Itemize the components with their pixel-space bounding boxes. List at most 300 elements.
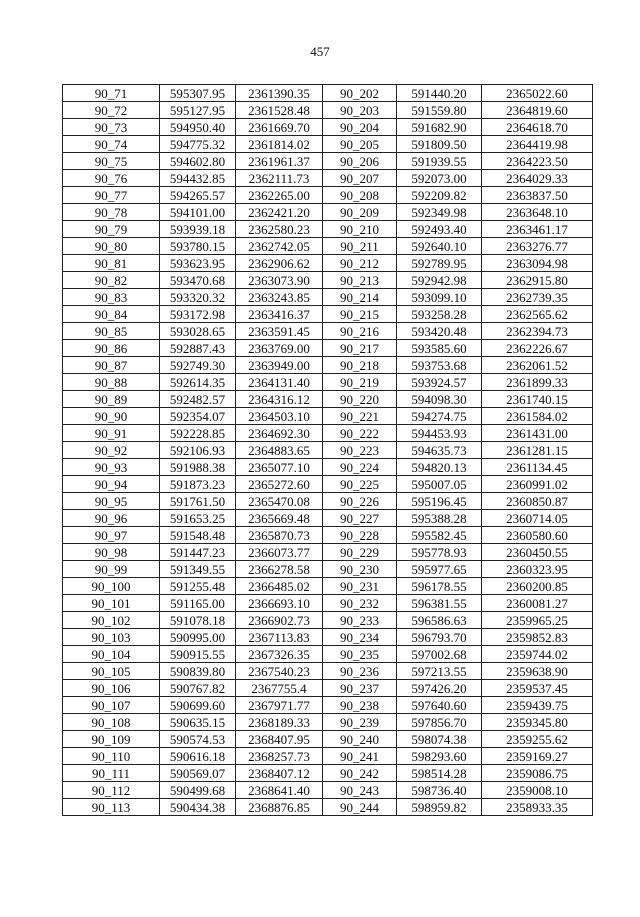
x-coordinate-cell: 593623.95 — [160, 255, 236, 272]
x-coordinate-cell: 592106.93 — [160, 442, 236, 459]
x-coordinate-cell: 595388.28 — [397, 510, 482, 527]
table-row — [63, 85, 593, 102]
x-coordinate-cell: 591255.48 — [160, 578, 236, 595]
x-coordinate-cell: 595127.95 — [160, 102, 236, 119]
x-coordinate-cell: 595196.45 — [397, 493, 482, 510]
x-coordinate-cell: 594274.75 — [397, 408, 482, 425]
point-id-cell: 90_86 — [63, 340, 160, 357]
point-id-cell: 90_228 — [323, 527, 397, 544]
point-id-cell: 90_96 — [63, 510, 160, 527]
x-coordinate-cell: 590569.07 — [160, 765, 236, 782]
point-id-cell: 90_231 — [323, 578, 397, 595]
point-id-cell: 90_79 — [63, 221, 160, 238]
y-coordinate-cell: 2360323.95 — [482, 561, 593, 578]
y-coordinate-cell: 2359255.62 — [482, 731, 593, 748]
x-coordinate-cell: 597426.20 — [397, 680, 482, 697]
point-id-cell: 90_230 — [323, 561, 397, 578]
y-coordinate-cell: 2363073.90 — [236, 272, 323, 289]
point-id-cell: 90_215 — [323, 306, 397, 323]
point-id-cell: 90_202 — [323, 85, 397, 102]
x-coordinate-cell: 593420.48 — [397, 323, 482, 340]
x-coordinate-cell: 592493.40 — [397, 221, 482, 238]
point-id-cell: 90_76 — [63, 170, 160, 187]
x-coordinate-cell: 597213.55 — [397, 663, 482, 680]
point-id-cell: 90_242 — [323, 765, 397, 782]
point-id-cell: 90_236 — [323, 663, 397, 680]
point-id-cell: 90_219 — [323, 374, 397, 391]
point-id-cell: 90_213 — [323, 272, 397, 289]
table-row — [63, 425, 593, 442]
point-id-cell: 90_218 — [323, 357, 397, 374]
table-row — [63, 170, 593, 187]
point-id-cell: 90_204 — [323, 119, 397, 136]
point-id-cell: 90_87 — [63, 357, 160, 374]
table-row — [63, 629, 593, 646]
y-coordinate-cell: 2366902.73 — [236, 612, 323, 629]
x-coordinate-cell: 591682.90 — [397, 119, 482, 136]
point-id-cell: 90_75 — [63, 153, 160, 170]
y-coordinate-cell: 2364618.70 — [482, 119, 593, 136]
y-coordinate-cell: 2362742.05 — [236, 238, 323, 255]
point-id-cell: 90_94 — [63, 476, 160, 493]
x-coordinate-cell: 592349.98 — [397, 204, 482, 221]
table-row — [63, 714, 593, 731]
y-coordinate-cell: 2361281.15 — [482, 442, 593, 459]
point-id-cell: 90_81 — [63, 255, 160, 272]
point-id-cell: 90_237 — [323, 680, 397, 697]
point-id-cell: 90_217 — [323, 340, 397, 357]
table-row — [63, 357, 593, 374]
x-coordinate-cell: 593172.98 — [160, 306, 236, 323]
table-row — [63, 561, 593, 578]
y-coordinate-cell: 2363648.10 — [482, 204, 593, 221]
point-id-cell: 90_80 — [63, 238, 160, 255]
table-row — [63, 289, 593, 306]
y-coordinate-cell: 2361390.35 — [236, 85, 323, 102]
y-coordinate-cell: 2364131.40 — [236, 374, 323, 391]
x-coordinate-cell: 590635.15 — [160, 714, 236, 731]
y-coordinate-cell: 2364029.33 — [482, 170, 593, 187]
x-coordinate-cell: 592789.95 — [397, 255, 482, 272]
x-coordinate-cell: 592209.82 — [397, 187, 482, 204]
y-coordinate-cell: 2363591.45 — [236, 323, 323, 340]
point-id-cell: 90_77 — [63, 187, 160, 204]
table-row — [63, 663, 593, 680]
y-coordinate-cell: 2362906.62 — [236, 255, 323, 272]
x-coordinate-cell: 592640.10 — [397, 238, 482, 255]
x-coordinate-cell: 593470.68 — [160, 272, 236, 289]
x-coordinate-cell: 590915.55 — [160, 646, 236, 663]
table-row — [63, 340, 593, 357]
y-coordinate-cell: 2365022.60 — [482, 85, 593, 102]
point-id-cell: 90_203 — [323, 102, 397, 119]
y-coordinate-cell: 2366073.77 — [236, 544, 323, 561]
point-id-cell: 90_89 — [63, 391, 160, 408]
x-coordinate-cell: 591165.00 — [160, 595, 236, 612]
y-coordinate-cell: 2362915.80 — [482, 272, 593, 289]
y-coordinate-cell: 2368189.33 — [236, 714, 323, 731]
y-coordinate-cell: 2367540.23 — [236, 663, 323, 680]
x-coordinate-cell: 592228.85 — [160, 425, 236, 442]
point-id-cell: 90_205 — [323, 136, 397, 153]
y-coordinate-cell: 2363276.77 — [482, 238, 593, 255]
table-row — [63, 595, 593, 612]
table-row — [63, 612, 593, 629]
y-coordinate-cell: 2368876.85 — [236, 799, 323, 816]
x-coordinate-cell: 590767.82 — [160, 680, 236, 697]
point-id-cell: 90_244 — [323, 799, 397, 816]
table-row — [63, 221, 593, 238]
point-id-cell: 90_209 — [323, 204, 397, 221]
x-coordinate-cell: 591548.48 — [160, 527, 236, 544]
x-coordinate-cell: 593939.18 — [160, 221, 236, 238]
table-row — [63, 255, 593, 272]
page-number: 457 — [310, 44, 330, 59]
point-id-cell: 90_106 — [63, 680, 160, 697]
y-coordinate-cell: 2367326.35 — [236, 646, 323, 663]
point-id-cell: 90_102 — [63, 612, 160, 629]
table-row — [63, 204, 593, 221]
point-id-cell: 90_233 — [323, 612, 397, 629]
x-coordinate-cell: 591809.50 — [397, 136, 482, 153]
point-id-cell: 90_235 — [323, 646, 397, 663]
x-coordinate-cell: 590616.18 — [160, 748, 236, 765]
y-coordinate-cell: 2364819.60 — [482, 102, 593, 119]
x-coordinate-cell: 590499.68 — [160, 782, 236, 799]
table-row — [63, 476, 593, 493]
point-id-cell: 90_107 — [63, 697, 160, 714]
point-id-cell: 90_229 — [323, 544, 397, 561]
point-id-cell: 90_220 — [323, 391, 397, 408]
table-row — [63, 391, 593, 408]
y-coordinate-cell: 2368641.40 — [236, 782, 323, 799]
point-id-cell: 90_211 — [323, 238, 397, 255]
point-id-cell: 90_104 — [63, 646, 160, 663]
table-row — [63, 272, 593, 289]
point-id-cell: 90_92 — [63, 442, 160, 459]
x-coordinate-cell: 593924.57 — [397, 374, 482, 391]
y-coordinate-cell: 2362111.73 — [236, 170, 323, 187]
point-id-cell: 90_109 — [63, 731, 160, 748]
point-id-cell: 90_221 — [323, 408, 397, 425]
x-coordinate-cell: 592887.43 — [160, 340, 236, 357]
x-coordinate-cell: 591939.55 — [397, 153, 482, 170]
x-coordinate-cell: 592749.30 — [160, 357, 236, 374]
x-coordinate-cell: 598514.28 — [397, 765, 482, 782]
x-coordinate-cell: 591761.50 — [160, 493, 236, 510]
x-coordinate-cell: 596381.55 — [397, 595, 482, 612]
x-coordinate-cell: 593028.65 — [160, 323, 236, 340]
point-id-cell: 90_105 — [63, 663, 160, 680]
x-coordinate-cell: 594101.00 — [160, 204, 236, 221]
y-coordinate-cell: 2360580.60 — [482, 527, 593, 544]
point-id-cell: 90_111 — [63, 765, 160, 782]
table-row — [63, 527, 593, 544]
point-id-cell: 90_74 — [63, 136, 160, 153]
point-id-cell: 90_103 — [63, 629, 160, 646]
x-coordinate-cell: 590995.00 — [160, 629, 236, 646]
point-id-cell: 90_240 — [323, 731, 397, 748]
x-coordinate-cell: 591440.20 — [397, 85, 482, 102]
x-coordinate-cell: 593099.10 — [397, 289, 482, 306]
y-coordinate-cell: 2359537.45 — [482, 680, 593, 697]
table-row — [63, 459, 593, 476]
x-coordinate-cell: 595977.65 — [397, 561, 482, 578]
x-coordinate-cell: 595778.93 — [397, 544, 482, 561]
x-coordinate-cell: 590699.60 — [160, 697, 236, 714]
table-row — [63, 510, 593, 527]
point-id-cell: 90_95 — [63, 493, 160, 510]
y-coordinate-cell: 2367113.83 — [236, 629, 323, 646]
x-coordinate-cell: 594635.73 — [397, 442, 482, 459]
x-coordinate-cell: 598959.82 — [397, 799, 482, 816]
y-coordinate-cell: 2362565.62 — [482, 306, 593, 323]
y-coordinate-cell: 2365077.10 — [236, 459, 323, 476]
table-row — [63, 748, 593, 765]
x-coordinate-cell: 592354.07 — [160, 408, 236, 425]
point-id-cell: 90_112 — [63, 782, 160, 799]
table-row — [63, 187, 593, 204]
y-coordinate-cell: 2360200.85 — [482, 578, 593, 595]
point-id-cell: 90_232 — [323, 595, 397, 612]
x-coordinate-cell: 592614.35 — [160, 374, 236, 391]
x-coordinate-cell: 592073.00 — [397, 170, 482, 187]
point-id-cell: 90_225 — [323, 476, 397, 493]
y-coordinate-cell: 2364503.10 — [236, 408, 323, 425]
coordinates-table — [62, 84, 593, 816]
point-id-cell: 90_73 — [63, 119, 160, 136]
y-coordinate-cell: 2364223.50 — [482, 153, 593, 170]
point-id-cell: 90_224 — [323, 459, 397, 476]
y-coordinate-cell: 2362394.73 — [482, 323, 593, 340]
point-id-cell: 90_234 — [323, 629, 397, 646]
y-coordinate-cell: 2362061.52 — [482, 357, 593, 374]
y-coordinate-cell: 2365272.60 — [236, 476, 323, 493]
point-id-cell: 90_243 — [323, 782, 397, 799]
y-coordinate-cell: 2363461.17 — [482, 221, 593, 238]
x-coordinate-cell: 591988.38 — [160, 459, 236, 476]
x-coordinate-cell: 591349.55 — [160, 561, 236, 578]
x-coordinate-cell: 590434.38 — [160, 799, 236, 816]
y-coordinate-cell: 2364316.12 — [236, 391, 323, 408]
point-id-cell: 90_85 — [63, 323, 160, 340]
x-coordinate-cell: 591653.25 — [160, 510, 236, 527]
y-coordinate-cell: 2358933.35 — [482, 799, 593, 816]
x-coordinate-cell: 594950.40 — [160, 119, 236, 136]
table-row — [63, 646, 593, 663]
table-row — [63, 493, 593, 510]
y-coordinate-cell: 2359744.02 — [482, 646, 593, 663]
table-row — [63, 238, 593, 255]
y-coordinate-cell: 2368257.73 — [236, 748, 323, 765]
x-coordinate-cell: 594820.13 — [397, 459, 482, 476]
x-coordinate-cell: 593753.68 — [397, 357, 482, 374]
point-id-cell: 90_108 — [63, 714, 160, 731]
y-coordinate-cell: 2367755.4 — [236, 680, 323, 697]
x-coordinate-cell: 594432.85 — [160, 170, 236, 187]
y-coordinate-cell: 2366485.02 — [236, 578, 323, 595]
x-coordinate-cell: 591447.23 — [160, 544, 236, 561]
y-coordinate-cell: 2361431.00 — [482, 425, 593, 442]
table-row — [63, 306, 593, 323]
point-id-cell: 90_214 — [323, 289, 397, 306]
x-coordinate-cell: 590839.80 — [160, 663, 236, 680]
table-row — [63, 731, 593, 748]
y-coordinate-cell: 2361584.02 — [482, 408, 593, 425]
y-coordinate-cell: 2361740.15 — [482, 391, 593, 408]
point-id-cell: 90_90 — [63, 408, 160, 425]
x-coordinate-cell: 595007.05 — [397, 476, 482, 493]
y-coordinate-cell: 2360714.05 — [482, 510, 593, 527]
y-coordinate-cell: 2362421.20 — [236, 204, 323, 221]
x-coordinate-cell: 596793.70 — [397, 629, 482, 646]
y-coordinate-cell: 2364419.98 — [482, 136, 593, 153]
y-coordinate-cell: 2361899.33 — [482, 374, 593, 391]
y-coordinate-cell: 2359345.80 — [482, 714, 593, 731]
table-row — [63, 578, 593, 595]
point-id-cell: 90_222 — [323, 425, 397, 442]
table-row — [63, 408, 593, 425]
x-coordinate-cell: 597640.60 — [397, 697, 482, 714]
point-id-cell: 90_83 — [63, 289, 160, 306]
y-coordinate-cell: 2363416.37 — [236, 306, 323, 323]
x-coordinate-cell: 592482.57 — [160, 391, 236, 408]
point-id-cell: 90_216 — [323, 323, 397, 340]
table-row — [63, 442, 593, 459]
x-coordinate-cell: 593320.32 — [160, 289, 236, 306]
point-id-cell: 90_98 — [63, 544, 160, 561]
y-coordinate-cell: 2368407.95 — [236, 731, 323, 748]
y-coordinate-cell: 2368407.12 — [236, 765, 323, 782]
point-id-cell: 90_241 — [323, 748, 397, 765]
x-coordinate-cell: 593258.28 — [397, 306, 482, 323]
y-coordinate-cell: 2364883.65 — [236, 442, 323, 459]
table-row — [63, 697, 593, 714]
x-coordinate-cell: 594265.57 — [160, 187, 236, 204]
y-coordinate-cell: 2361528.48 — [236, 102, 323, 119]
x-coordinate-cell: 596586.63 — [397, 612, 482, 629]
coordinates-table-body — [63, 85, 593, 816]
y-coordinate-cell: 2361134.45 — [482, 459, 593, 476]
point-id-cell: 90_223 — [323, 442, 397, 459]
point-id-cell: 90_93 — [63, 459, 160, 476]
x-coordinate-cell: 594453.93 — [397, 425, 482, 442]
y-coordinate-cell: 2359086.75 — [482, 765, 593, 782]
y-coordinate-cell: 2361961.37 — [236, 153, 323, 170]
x-coordinate-cell: 593585.60 — [397, 340, 482, 357]
point-id-cell: 90_82 — [63, 272, 160, 289]
x-coordinate-cell: 594098.30 — [397, 391, 482, 408]
point-id-cell: 90_110 — [63, 748, 160, 765]
x-coordinate-cell: 592942.98 — [397, 272, 482, 289]
x-coordinate-cell: 597002.68 — [397, 646, 482, 663]
y-coordinate-cell: 2359439.75 — [482, 697, 593, 714]
y-coordinate-cell: 2359852.83 — [482, 629, 593, 646]
x-coordinate-cell: 591078.18 — [160, 612, 236, 629]
point-id-cell: 90_99 — [63, 561, 160, 578]
point-id-cell: 90_227 — [323, 510, 397, 527]
table-row — [63, 782, 593, 799]
y-coordinate-cell: 2359638.90 — [482, 663, 593, 680]
point-id-cell: 90_206 — [323, 153, 397, 170]
y-coordinate-cell: 2365669.48 — [236, 510, 323, 527]
y-coordinate-cell: 2359169.27 — [482, 748, 593, 765]
y-coordinate-cell: 2365870.73 — [236, 527, 323, 544]
y-coordinate-cell: 2363769.00 — [236, 340, 323, 357]
y-coordinate-cell: 2366278.58 — [236, 561, 323, 578]
point-id-cell: 90_212 — [323, 255, 397, 272]
table-row — [63, 765, 593, 782]
x-coordinate-cell: 591559.80 — [397, 102, 482, 119]
point-id-cell: 90_100 — [63, 578, 160, 595]
y-coordinate-cell: 2360991.02 — [482, 476, 593, 493]
x-coordinate-cell: 598736.40 — [397, 782, 482, 799]
table-row — [63, 323, 593, 340]
point-id-cell: 90_84 — [63, 306, 160, 323]
x-coordinate-cell: 595307.95 — [160, 85, 236, 102]
x-coordinate-cell: 594775.32 — [160, 136, 236, 153]
y-coordinate-cell: 2364692.30 — [236, 425, 323, 442]
point-id-cell: 90_239 — [323, 714, 397, 731]
point-id-cell: 90_207 — [323, 170, 397, 187]
point-id-cell: 90_91 — [63, 425, 160, 442]
table-row — [63, 102, 593, 119]
table-row — [63, 153, 593, 170]
y-coordinate-cell: 2363243.85 — [236, 289, 323, 306]
point-id-cell: 90_210 — [323, 221, 397, 238]
y-coordinate-cell: 2362580.23 — [236, 221, 323, 238]
point-id-cell: 90_226 — [323, 493, 397, 510]
table-row — [63, 374, 593, 391]
x-coordinate-cell: 596178.55 — [397, 578, 482, 595]
x-coordinate-cell: 591873.23 — [160, 476, 236, 493]
x-coordinate-cell: 593780.15 — [160, 238, 236, 255]
y-coordinate-cell: 2360081.27 — [482, 595, 593, 612]
table-row — [63, 136, 593, 153]
point-id-cell: 90_101 — [63, 595, 160, 612]
point-id-cell: 90_97 — [63, 527, 160, 544]
x-coordinate-cell: 597856.70 — [397, 714, 482, 731]
x-coordinate-cell: 590574.53 — [160, 731, 236, 748]
point-id-cell: 90_238 — [323, 697, 397, 714]
point-id-cell: 90_208 — [323, 187, 397, 204]
y-coordinate-cell: 2362265.00 — [236, 187, 323, 204]
table-row — [63, 680, 593, 697]
table-row — [63, 119, 593, 136]
point-id-cell: 90_71 — [63, 85, 160, 102]
y-coordinate-cell: 2362739.35 — [482, 289, 593, 306]
y-coordinate-cell: 2363094.98 — [482, 255, 593, 272]
x-coordinate-cell: 598074.38 — [397, 731, 482, 748]
x-coordinate-cell: 598293.60 — [397, 748, 482, 765]
point-id-cell: 90_72 — [63, 102, 160, 119]
y-coordinate-cell: 2363949.00 — [236, 357, 323, 374]
y-coordinate-cell: 2361814.02 — [236, 136, 323, 153]
table-row — [63, 544, 593, 561]
y-coordinate-cell: 2363837.50 — [482, 187, 593, 204]
x-coordinate-cell: 595582.45 — [397, 527, 482, 544]
point-id-cell: 90_78 — [63, 204, 160, 221]
y-coordinate-cell: 2366693.10 — [236, 595, 323, 612]
table-row — [63, 799, 593, 816]
y-coordinate-cell: 2367971.77 — [236, 697, 323, 714]
point-id-cell: 90_88 — [63, 374, 160, 391]
y-coordinate-cell: 2359008.10 — [482, 782, 593, 799]
y-coordinate-cell: 2365470.08 — [236, 493, 323, 510]
x-coordinate-cell: 594602.80 — [160, 153, 236, 170]
y-coordinate-cell: 2360450.55 — [482, 544, 593, 561]
y-coordinate-cell: 2359965.25 — [482, 612, 593, 629]
